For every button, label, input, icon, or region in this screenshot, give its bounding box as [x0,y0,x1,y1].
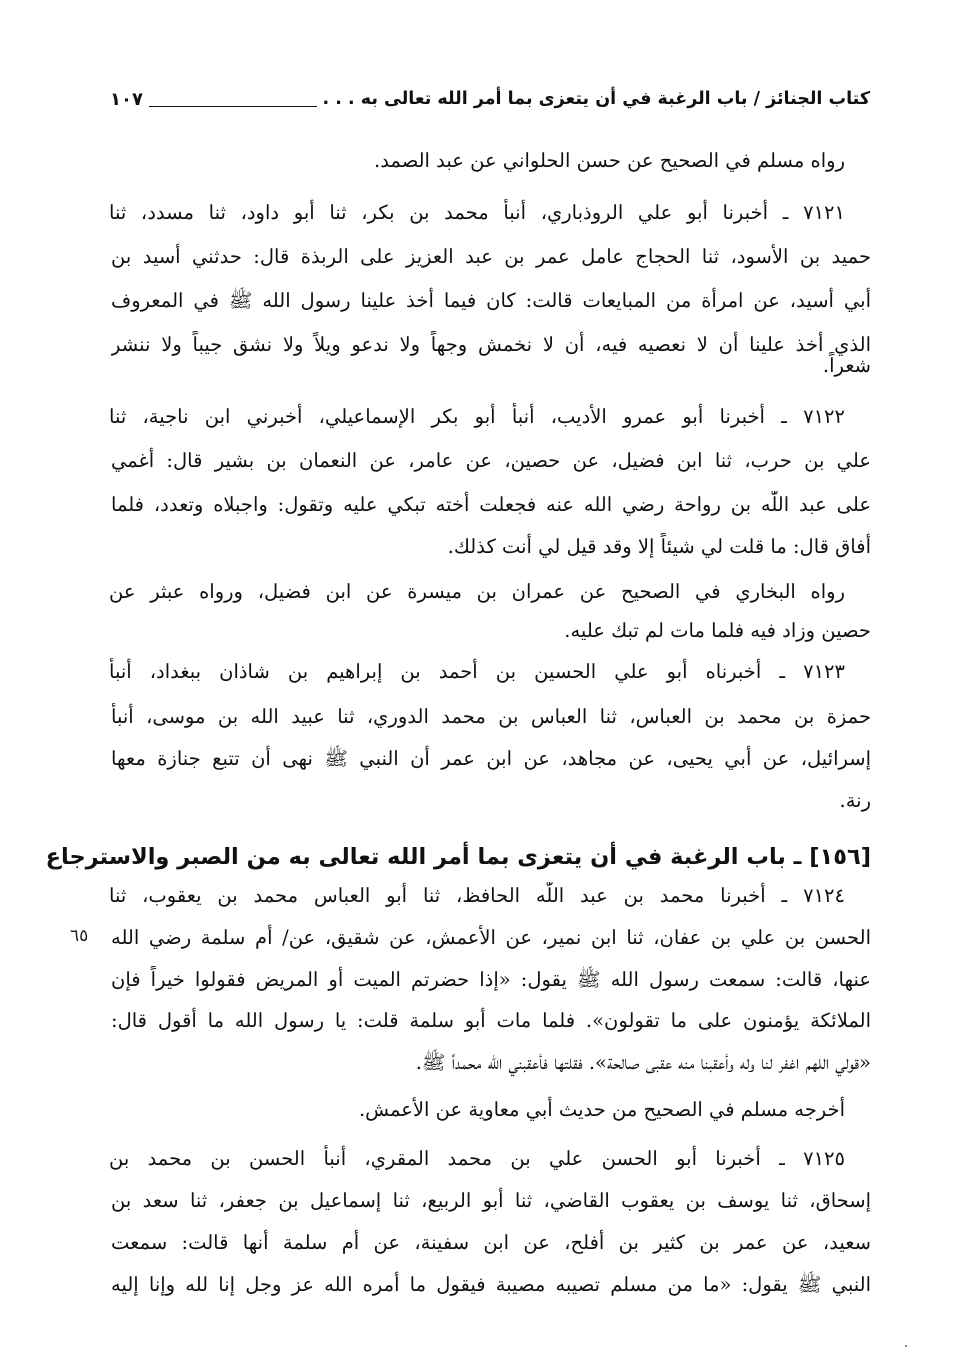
text-line: أفاق قال: ما قلت لي شيئاً إلا وقد قيل لي أنت كذلك. [447,535,871,558]
text-line: ٧١٢٢ ـ أخبرنا أبو عمرو الأديب، أنبأ أبو بكر الإسماعيلي، أخبرني ابن ناجية، ثنا [109,405,845,428]
text-line: سعيد، عن عمر بن كثير بن أفلح، عن ابن سفينة، عن أم سلمة أنها قالت: سمعت [111,1231,871,1254]
running-header [110,82,870,116]
margin-page-note: ٦٥ [70,926,89,946]
header-rule [149,92,317,107]
page-number: ١٠٧ [110,88,143,110]
text-line: الذي أخذ علينا أن لا نعصيه فيه، أن لا نخمش وجهاً ولا ندعو ويلاً ولا نشق جيباً ولا ننشر [111,333,871,356]
text-line: النبي ﷺ يقول: «ما من مسلم تصيبه مصيبة فيقول ما أمره الله عز وجل إنا لله وإنا إليه [111,1273,871,1296]
scan-speck [905,1345,907,1347]
text-line: ٧١٢٤ ـ أخبرنا محمد بن عبد اللّٰه الحافظ، ثنا أبو العباس محمد بن يعقوب، ثنا [109,884,845,907]
text-line: إسرائيل، عن أبي يحيى، عن مجاهد، عن ابن عمر أن النبي ﷺ نهى أن تتبع جنازة معها [111,747,871,770]
text-line: إسحاق، ثنا يوسف بن يعقوب القاضي، ثنا أبو الربيع، ثنا إسماعيل بن جعفر، ثنا سعد بن [111,1189,871,1212]
text-line: رنة. [839,789,871,812]
text-line: ٧١٢٣ ـ أخبرناه أبو علي الحسين بن أحمد بن إبراهيم بن شاذان ببغداد، أنبأ [109,660,845,683]
text-line: عنها، قالت: سمعت رسول الله ﷺ يقول: «إذا حضرتم الميت أو المريض فقولوا خيراً فإن [111,968,871,991]
text-line: رواه البخاري في الصحيح عن عمران بن ميسرة عن ابن فضيل، ورواه عبثر عن [109,580,845,603]
header-title: كتاب الجنائز / باب الرغبة في أن يتعزى بما أمر الله تعالى به . . . [322,89,870,109]
text-line: علي بن حرب، ثنا ابن فضيل، عن حصين، عن عامر، عن النعمان بن بشير قال: أغمي [111,449,871,472]
text-line: «قولي اللهم اغفر لنا وله وأعقبنا منه عقبى صالحة». فقلتها فأعقبني الله محمداً ﷺ. [415,1051,871,1074]
text-line: أخرجه مسلم في الصحيح من حديث أبي معاوية عن الأعمش. [358,1098,845,1121]
text-line: أبي أسيد، عن امرأة من المبايعات قالت: كان فيما أخذ علينا رسول الله ﷺ في المعروف [111,289,871,312]
text-line: الحسن بن علي بن عفان، ثنا ابن نمير، عن الأعمش، عن شقيق، عن/ أم سلمة رضي الله [111,926,871,949]
text-line: على عبد اللّٰه بن رواحة رضي الله عنه فجعلت أخته تبكي عليه وتقول: واجبلاه وتعدد، فلما [111,493,871,516]
text-line: الملائكة يؤمنون على ما تقولون». فلما مات أبو سلمة قلت: يا رسول الله ما أقول قال: [111,1009,871,1032]
text-line: حصين وزاد فيه فلما مات لم تبك عليه. [564,619,871,642]
text-line: ٧١٢١ ـ أخبرنا أبو علي الروذباري، أنبأ محمد بن بكر، ثنا أبو داود، ثنا مسدد، ثنا [109,201,845,224]
text-line: رواه مسلم في الصحيح عن حسن الحلواني عن عبد الصمد. [374,149,845,172]
text-line: ٧١٢٥ ـ أخبرنا أبو الحسن علي بن محمد المقري، أنبأ الحسن بن محمد بن [109,1147,845,1170]
text-line: شعراً. [822,354,871,377]
text-line: حميد بن الأسود، ثنا الحجاج عامل عمر بن عبد العزيز على الربذة قال: حدثني أسيد بن [111,245,871,268]
section-heading: [١٥٦] ـ باب الرغبة في أن يتعزى بما أمر الله تعالى به من الصبر والاسترجاع [45,844,871,870]
text-line: حمزة بن محمد بن العباس، ثنا العباس بن محمد الدوري، ثنا عبيد الله بن موسى، أنبأ [111,705,871,728]
